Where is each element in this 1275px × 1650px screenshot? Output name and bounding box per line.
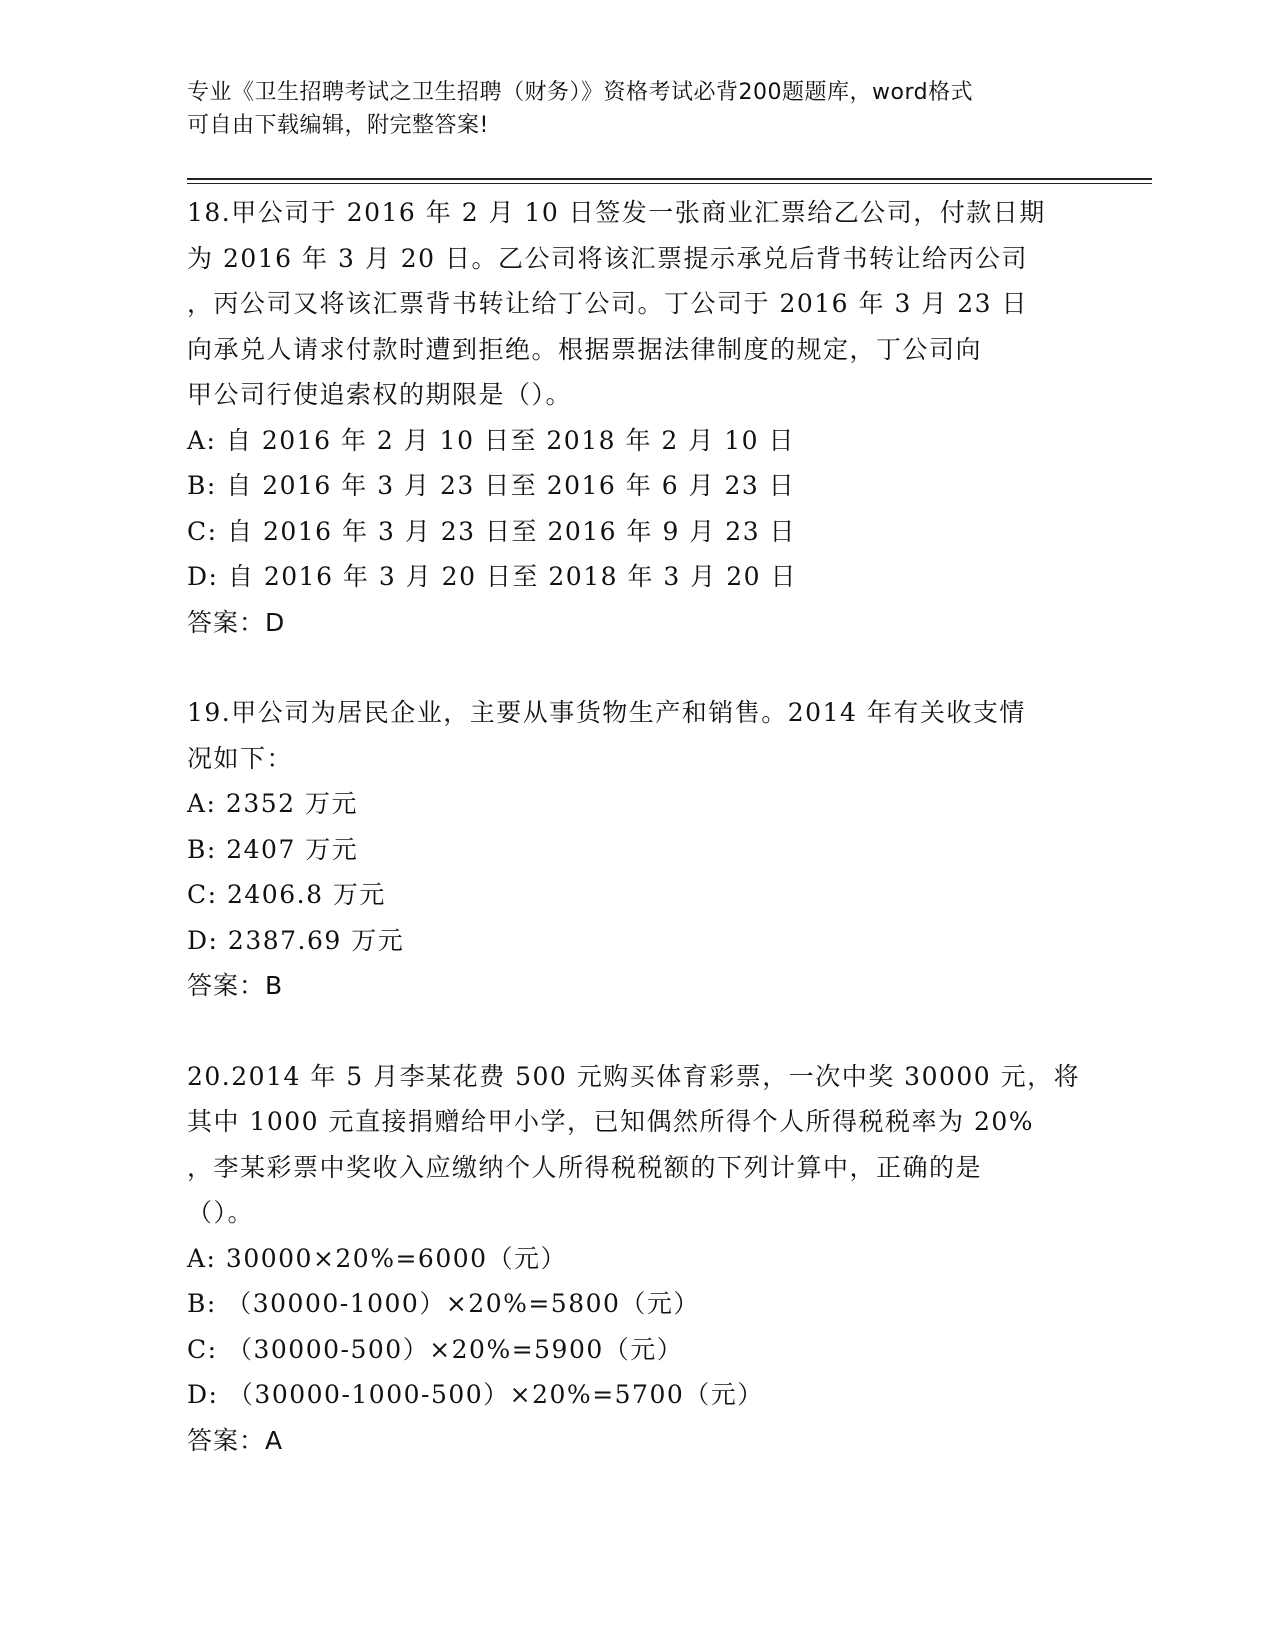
question-spacer — [187, 1009, 1087, 1054]
question-stem-line: 19.甲公司为居民企业，主要从事货物生产和销售。2014 年有关收支情 — [187, 698, 1026, 727]
option-b: B: 自 2016 年 3 月 23 日至 2016 年 6 月 23 日 — [187, 471, 796, 500]
option-c: C: （30000-500）×20%=5900（元） — [187, 1334, 684, 1364]
question-list — [187, 190, 1087, 1463]
question-stem-line: 18.甲公司于 2016 年 2 月 10 日签发一张商业汇票给乙公司，付款日期 — [187, 198, 1046, 227]
header-line-1: 专业《卫生招聘考试之卫生招聘（财务）》资格考试必背200题题库，word格式 — [187, 80, 974, 105]
answer-line: 答案：B — [187, 971, 284, 1000]
option-b: B: （30000-1000）×20%=5800（元） — [187, 1289, 700, 1318]
question-stem-line: 甲公司行使追索权的期限是（）。 — [187, 380, 573, 409]
question-stem-line: 向承兑人请求付款时遭到拒绝。根据票据法律制度的规定，丁公司向 — [187, 334, 983, 364]
option-a: A: 2352 万元 — [187, 789, 358, 818]
option-a: A: 30000×20%=6000（元） — [187, 1243, 568, 1273]
question-stem-line: 为 2016 年 3 月 20 日。乙公司将该汇票提示承兑后背书转让给丙公司 — [187, 243, 1029, 273]
answer-line: 答案：D — [187, 607, 286, 637]
header-line-2: 可自由下载编辑，附完整答案! — [187, 113, 489, 138]
option-a: A: 自 2016 年 2 月 10 日至 2018 年 2 月 10 日 — [187, 425, 795, 455]
option-d: D: 2387.69 万元 — [187, 925, 405, 955]
option-b: B: 2407 万元 — [187, 834, 359, 864]
question-spacer — [187, 645, 1087, 690]
question-18 — [187, 190, 1087, 645]
option-c: C: 2406.8 万元 — [187, 880, 386, 909]
option-c: C: 自 2016 年 3 月 23 日至 2016 年 9 月 23 日 — [187, 516, 797, 546]
option-d: D: （30000-1000-500）×20%=5700（元） — [187, 1380, 764, 1409]
question-stem-line: ，李某彩票中奖收入应缴纳个人所得税税额的下列计算中，正确的是 — [187, 1152, 983, 1182]
document-header — [187, 76, 1087, 142]
question-stem-line: 其中 1000 元直接捐赠给甲小学，已知偶然所得个人所得税税率为 20% — [187, 1107, 1035, 1136]
question-19 — [187, 690, 1087, 1009]
question-stem-line: （）。 — [187, 1198, 255, 1227]
question-stem-line: 20.2014 年 5 月李某花费 500 元购买体育彩票，一次中奖 30000 元，将 — [187, 1061, 1081, 1091]
question-stem-line: 况如下： — [187, 743, 294, 773]
question-stem-line: ，丙公司又将该汇票背书转让给丁公司。丁公司于 2016 年 3 月 23 日 — [187, 289, 1029, 318]
answer-line: 答案：A — [187, 1425, 284, 1455]
header-divider-thick — [187, 178, 1152, 180]
question-20 — [187, 1054, 1087, 1464]
header-divider-thin — [187, 183, 1152, 184]
option-d: D: 自 2016 年 3 月 20 日至 2018 年 3 月 20 日 — [187, 562, 797, 591]
